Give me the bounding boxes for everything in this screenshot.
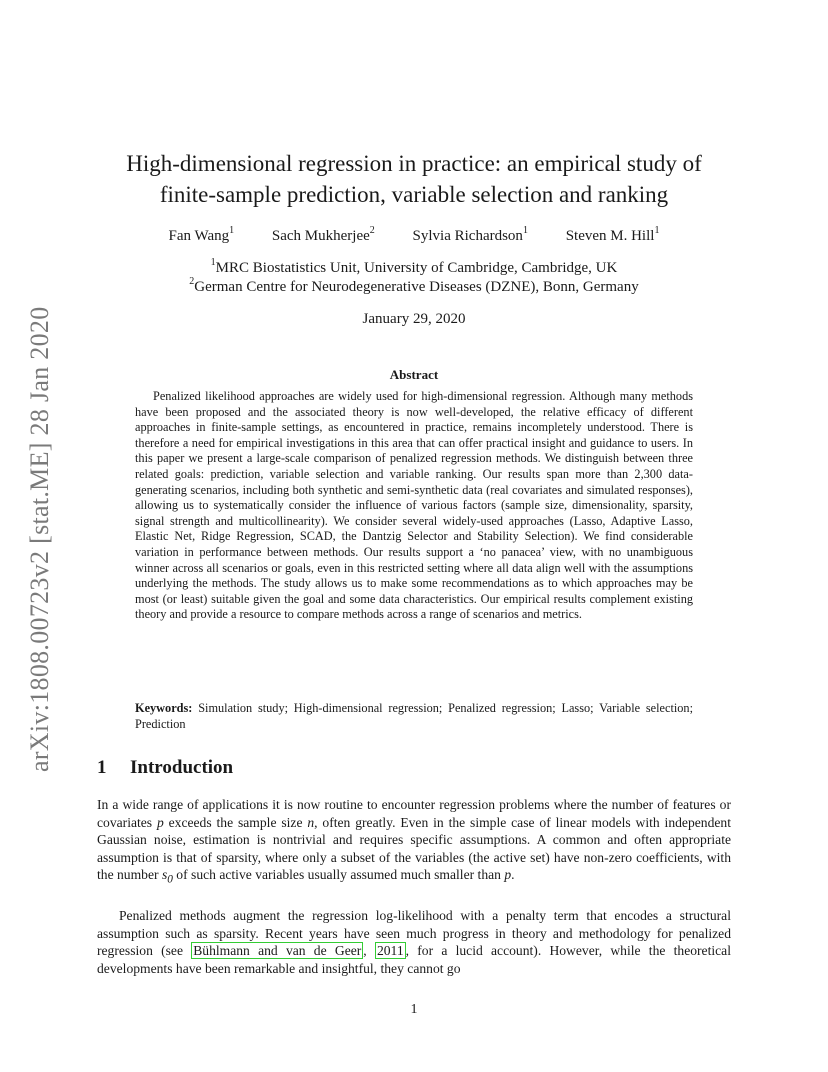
author: Sylvia Richardson$^1$ — [412, 225, 528, 244]
author: Sach Mukherjee$^2$ — [271, 225, 375, 244]
section-heading — [97, 757, 233, 779]
math-s0: $s_0$ — [161, 867, 173, 887]
author: Fan Wang$^1$ — [168, 225, 235, 244]
affiliation: $^1$MRC Biostatistics Unit, University of Cambridge, Cambridge, UK — [210, 257, 618, 276]
citation-link[interactable]: Bühlmann and van de Geer — [193, 943, 362, 959]
title-line-2: finite-sample prediction, variable selection and ranking — [159, 182, 669, 207]
publication-date: January 29, 2020 — [362, 311, 466, 327]
affiliations — [0, 259, 828, 297]
author-list — [0, 225, 828, 245]
title-line-1: High-dimensional regression in practice: an empirical study of — [126, 151, 702, 176]
affiliation: $^2$German Centre for Neurodegenerative Diseases (DZNE), Bonn, Germany — [189, 276, 639, 295]
keywords-text: Simulation study; High-dimensional regression; Penalized regression; Lasso; Variable selection; Prediction — [135, 701, 693, 731]
arxiv-identifier: arXiv:1808.00723v2 [stat.ME] 28 Jan 2020 — [25, 306, 54, 772]
math-p: p — [156, 814, 164, 830]
abstract-body: Penalized likelihood approaches are widely used for high-dimensional regression. Although many methods have been proposed and the associated theory is now well-developed, the relative efficacy of different approaches in finite-sample settings, as encountered in practice, remains incompletely understood. There is therefore a need for empirical investigations in this area that can offer practical insight and guidance to users. In this paper we present a large-scale comparison of penalized regression methods. We distinguish between three related goals: prediction, variable selection and variable ranking. Our results span more than 2,300 data-generating scenarios, including both synthetic and semi-synthetic data (real covariates and simulated responses), allowing us to systematically consider the influence of various factors (sample size, dimensionality, sparsity, signal strength and multicollinearity). We consider several widely-used approaches (Lasso, Adaptive Lasso, Elastic Net, Ridge Regression, SCAD, the Dantzig Selector and Stability Selection). We find considerable variation in performance between methods. Our results support a ‘no panacea’ view, with no unambiguous winner across all scenarios or goals, even in this restricted setting where all data align well with the assumptions underlying the methods. The study allows us to make some recommendations as to which approaches may be most (or least) suitable given the goal and some data characteristics. Our empirical results complement existing theory and provide a resource to compare methods across a range of scenarios and metrics. — [135, 389, 693, 622]
author: Steven M. Hill$^1$ — [565, 225, 660, 244]
citation-year-link[interactable]: 2011 — [376, 943, 404, 959]
section-title: Introduction — [130, 757, 234, 778]
math-p: p — [504, 867, 512, 883]
abstract-heading: Abstract — [389, 367, 439, 382]
page-number: 1 — [410, 1002, 418, 1017]
intro-paragraph-2: Penalized methods augment the regression log-likelihood with a penalty term that encodes a structural assumption such as sparsity. Recent years have seen much progress in theory and methodology for penalized regression (see Bühlmann and van de Geer , 2011 , for a lucid account). However, while the theoretical developments have been remarkable and insightful, they cannot go — [97, 908, 731, 976]
intro-paragraph-1: In a wide range of applications it is now routine to encounter regression problems where the number of features or covariates p exceeds the sample size n, often greatly. Even in the simple case of linear models with independent Gaussian noise, estimation is nontrivial and requires specific assumptions. A common and often appropriate assumption is that of sparsity, where only a subset of the variables (the active set) have non-zero coefficients, with the number $s_0$ of such active variables usually assumed much smaller than p. — [97, 797, 731, 887]
keywords — [135, 701, 693, 732]
section-number: 1 — [97, 757, 107, 778]
math-n: n — [307, 814, 315, 830]
paper-title — [60, 148, 768, 210]
keywords-label: Keywords: — [135, 701, 193, 715]
